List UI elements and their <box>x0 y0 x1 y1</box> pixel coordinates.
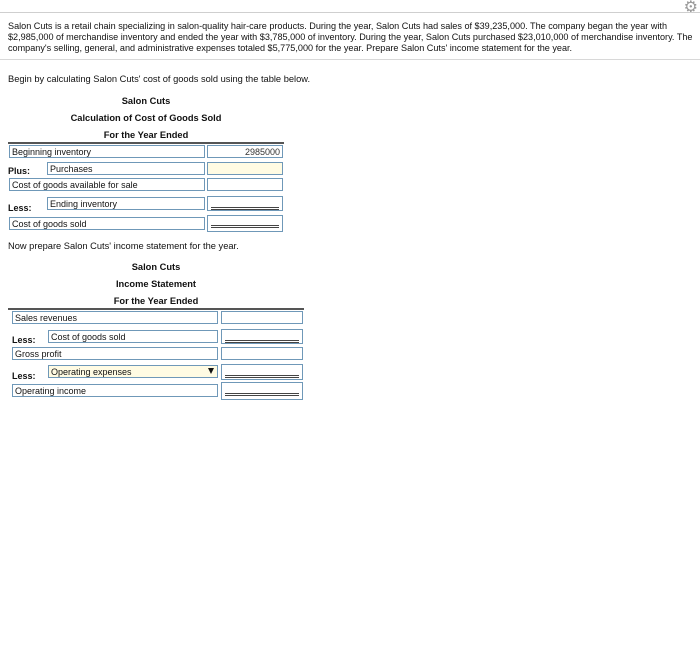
cogs-company-name: Salon Cuts <box>121 96 171 106</box>
cogs-table-title: Calculation of Cost of Goods Sold <box>70 113 222 123</box>
income-statement-title: Income Statement <box>115 279 197 289</box>
problem-text: Salon Cuts is a retail chain specializing in salon-quality hair-care products. During the year, Salon Cuts had sales of $39,235,000. The company began the year with $2,985,000 of merchandise inventory and ended the year with $3,785,000 of inventory. During the year, Salon Cuts purchased $23,010,000 of merchandise inventory. The company's selling, general, and administrative expenses totaled $5,775,000 for the year. Prepare Salon Cuts' income statement for the year. <box>8 21 693 53</box>
gross-profit-amount-field[interactable] <box>221 347 303 360</box>
cogs-header-rule <box>8 142 284 144</box>
cogs-period: For the Year Ended <box>103 130 189 140</box>
operating-income-label-field[interactable]: Operating income <box>12 384 218 397</box>
dropdown-arrow-icon[interactable] <box>208 368 214 374</box>
operating-income-double-underline <box>225 393 299 396</box>
purchases-label-field[interactable]: Purchases <box>47 162 205 175</box>
less-label: Less: <box>8 203 32 213</box>
operating-expenses-underline <box>225 375 299 378</box>
income-period: For the Year Ended <box>113 296 199 306</box>
operating-expenses-selected: Operating expenses <box>51 367 132 377</box>
income-instruction: Now prepare Salon Cuts' income statement for the year. <box>8 241 239 251</box>
cogs-instruction: Begin by calculating Salon Cuts' cost of goods sold using the table below. <box>8 74 311 84</box>
gross-profit-label-field[interactable]: Gross profit <box>12 347 218 360</box>
operating-expenses-dropdown[interactable] <box>48 365 218 378</box>
cogs-result-amount-field[interactable] <box>207 215 283 232</box>
purchases-amount-field[interactable] <box>207 162 283 175</box>
beginning-inventory-label-field[interactable]: Beginning inventory <box>9 145 205 158</box>
less-opex-label: Less: <box>12 371 36 381</box>
section-divider <box>0 59 700 60</box>
top-divider <box>0 12 700 13</box>
income-header-rule <box>8 308 304 310</box>
plus-label: Plus: <box>8 166 31 176</box>
cogs-result-label-field[interactable]: Cost of goods sold <box>9 217 205 230</box>
less-cogs-label: Less: <box>12 335 36 345</box>
ending-inventory-underline <box>211 207 279 210</box>
beginning-inventory-amount-field[interactable]: 2985000 <box>207 145 283 158</box>
income-cogs-label-field[interactable]: Cost of goods sold <box>48 330 218 343</box>
gear-icon[interactable]: ⚙ <box>683 0 698 16</box>
income-company-name: Salon Cuts <box>131 262 181 272</box>
sales-revenues-amount-field[interactable] <box>221 311 303 324</box>
ending-inventory-label-field[interactable]: Ending inventory <box>47 197 205 210</box>
sales-revenues-label-field[interactable]: Sales revenues <box>12 311 218 324</box>
cogs-result-double-underline <box>211 225 279 228</box>
operating-income-amount-field[interactable] <box>221 382 303 400</box>
goods-available-label-field[interactable]: Cost of goods available for sale <box>9 178 205 191</box>
goods-available-amount-field[interactable] <box>207 178 283 191</box>
income-cogs-underline <box>225 340 299 343</box>
